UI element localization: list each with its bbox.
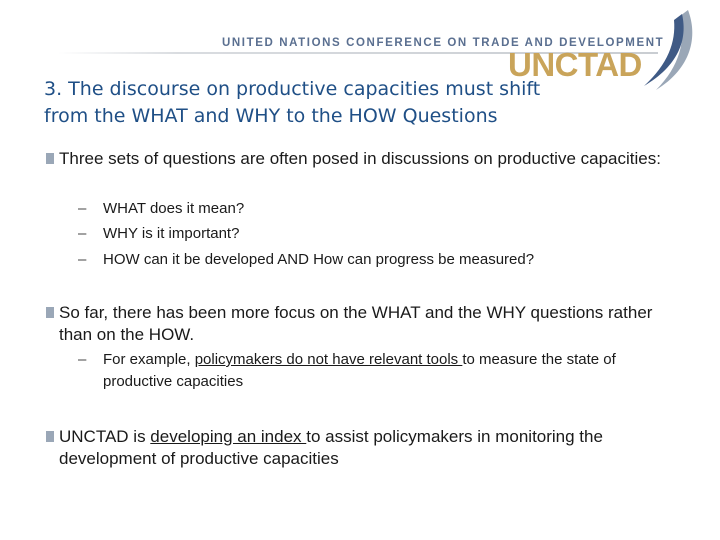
underlined-phrase: developing an index — [150, 427, 307, 446]
example-prefix: For example, — [103, 351, 195, 368]
index-suffix: to assist policymakers in monitoring the development of productive capacities — [59, 427, 603, 468]
index-prefix: UNCTAD is — [59, 427, 151, 446]
slide-title — [44, 76, 634, 130]
sub-bullet-why — [78, 223, 678, 245]
sub-bullet-text: WHAT does it mean? — [103, 200, 245, 217]
bullet-text: Three sets of questions are often posed in discussions on productive capacities: — [59, 149, 661, 168]
bullet-square-icon — [46, 431, 54, 442]
slide-title-line-1: 3. The discourse on productive capacities must shift — [44, 78, 541, 100]
example-suffix: to measure the state of productive capacities — [103, 351, 616, 390]
sub-bullet-text: WHY is it important? — [103, 225, 240, 242]
bullet-so-far — [46, 302, 676, 346]
bullet-unctad-index — [46, 426, 676, 470]
organization-name: UNITED NATIONS CONFERENCE ON TRADE AND DEVELOPMENT — [222, 37, 665, 49]
sub-bullet-text — [103, 349, 678, 393]
bullet-text — [59, 426, 676, 470]
sub-bullet-example — [78, 349, 678, 393]
underlined-phrase: policymakers do not have relevant tools — [194, 351, 463, 368]
bullet-square-icon — [46, 307, 54, 318]
bullet-square-icon — [46, 153, 54, 164]
dash-icon: – — [78, 225, 87, 242]
bullet-three-sets — [46, 148, 676, 170]
bullet-text: So far, there has been more focus on the WHAT and the WHY questions rather than on the HOW. — [59, 303, 653, 344]
sub-bullet-text: HOW can it be developed AND How can progress be measured? — [103, 251, 535, 268]
dash-icon: – — [78, 251, 87, 268]
sub-bullet-what — [78, 198, 678, 220]
slide-title-line-2: from the WHAT and WHY to the HOW Questions — [44, 105, 498, 127]
unctad-logo: UNCTAD — [508, 46, 642, 83]
sub-bullet-how — [78, 249, 678, 271]
dash-icon: – — [78, 200, 87, 217]
dash-icon: – — [78, 351, 87, 368]
